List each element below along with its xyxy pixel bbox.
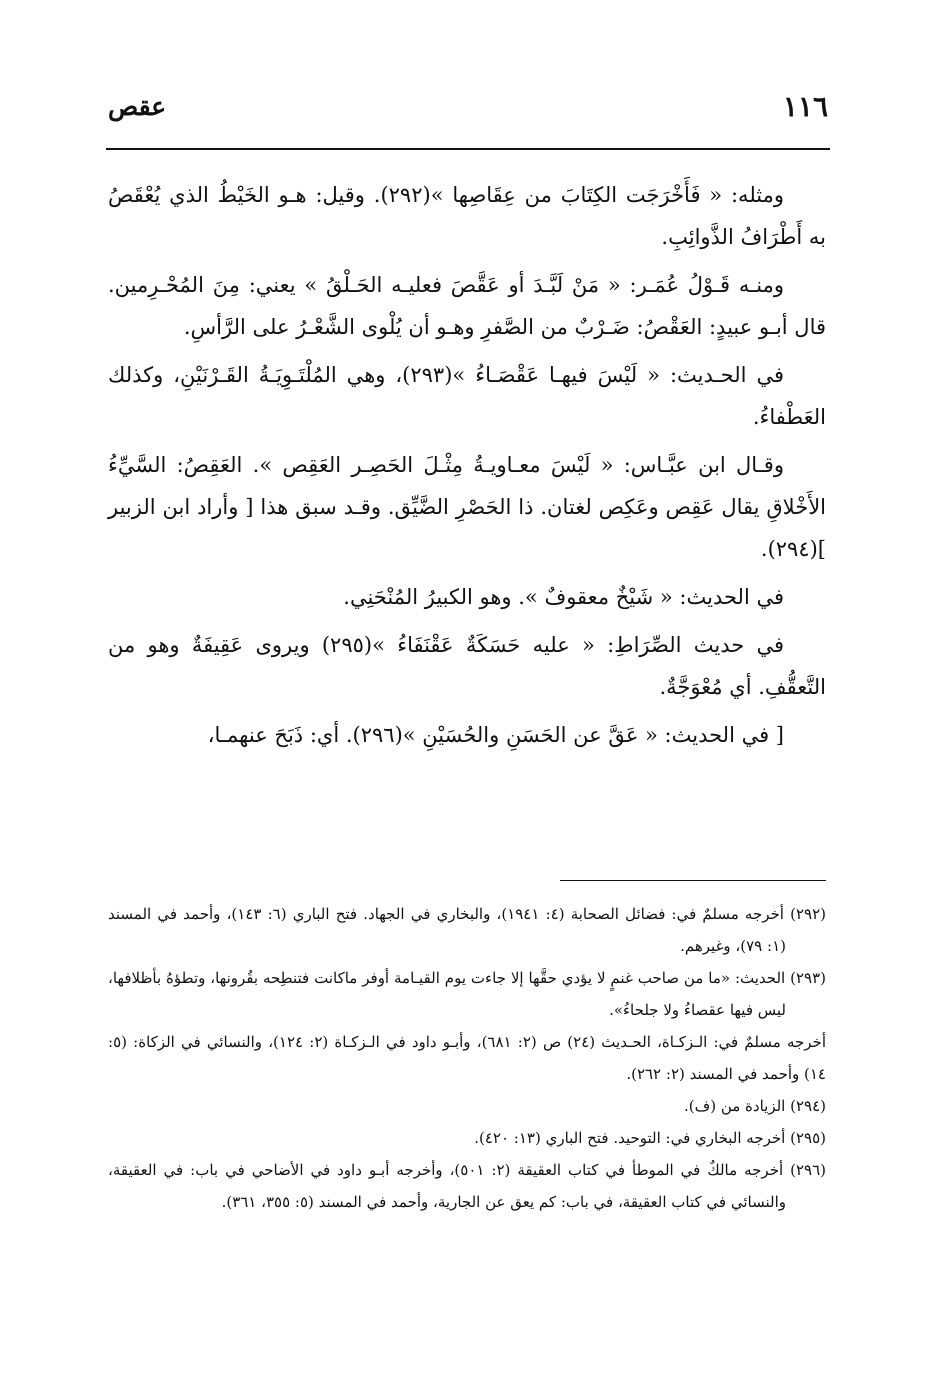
footnotes	[108, 898, 826, 1218]
paragraph: في حديث الصِّرَاطِ: « عليه حَسَكَةٌ عَقْنَفَاءُ »(٢٩٥) ويروى عَقِيفَةٌ وهو من التَّعقُّفِ. أي مُعْوَجَّةٌ.	[108, 633, 826, 699]
footnote: (٢٩٢) أخرجه مسلمٌ في: فضائل الصحابة (٤: ١٩٤١)، والبخاري في الجهاد. فتح الباري (٦: ١٤٣)، وأحمد في المسند (١: ٧٩)، وغيرهم.	[108, 905, 827, 955]
footnote: أخرجه مسلمٌ في: الـزكـاة، الحـديث (٢٤) ص (٢: ٦٨١)، وأبـو داود في الـزكـاة (٢: ١٢٤)، والنسائي في الزكاة: (٥: ١٤) وأحمد في المسند (٢: ٢٦٢).	[108, 1033, 827, 1083]
footnote: (٢٩٤) الزيادة من (ف).	[684, 1097, 826, 1115]
footnote: (٢٩٥) أخرجه البخاري في: التوحيد. فتح الباري (١٣: ٤٢٠).	[474, 1129, 826, 1147]
footnote: (٢٩٣) الحديث: «ما من صاحب غنمٍ لا يؤدي حقَّها إلا جاءت يوم القيـامة أوفر ماكانت فتنطِحه بقُرونها، وتطؤهُ بأظلافها، ليس فيها عقصاءُ ولا جلحاءُ».	[108, 969, 826, 1019]
paragraph: في الحديث: « شَيْخٌ معقوفٌ ». وهو الكبيرُ المُنْحَنِي.	[343, 585, 784, 609]
paragraph: وقـال ابن عبَّـاس: « لَيْسَ معـاويـةُ مِثْـلَ الحَصِـر العَقِص ». العَقِصُ: السَّيِّءُ الأَخْلاقِ يقال عَقِص وعَكِص لغتان. ذا الحَصْرِ الضَّيِّق. وقـد سبق هذا [ وأراد ابن الزبير ](٢٩٤).	[108, 453, 826, 561]
page-number: ١١٦	[782, 90, 828, 123]
page-header	[108, 90, 828, 140]
main-text	[108, 174, 826, 762]
paragraph: ومنـه قَـوْلُ عُمَـر: « مَنْ لَبَّـدَ أو عَقَّصَ فعليـه الحَـلْقُ » يعني: مِنَ المُحْـرِمين. قال أبـو عبيدٍ: العَقْصُ: ضَـرْبٌ من الصَّفرِ وهـو أن يُلْوى الشَّعْـرُ على الرَّأسِ.	[108, 273, 826, 339]
footnote: (٢٩٦) أخرجه مالكٌ في الموطأ في كتاب العقيقة (٢: ٥٠١)، وأخرجه أبـو داود في الأضاحي في باب: في العقيقة، والنسائي في كتاب العقيقة، في باب: كم يعق عن الجارية، وأحمد في المسند (٥: ٣٥٥، ٣٦١).	[108, 1161, 826, 1211]
paragraph: ومثله: « فَأَخْرَجَت الكِتَابَ من عِقَاصِها »(٢٩٢). وقيل: هـو الخَيْطُ الذي يُعْقَصُ به أَطْرَافُ الذَّوائِبِ.	[108, 183, 826, 249]
header-rule	[106, 148, 830, 150]
running-head: عقص	[108, 92, 167, 121]
paragraph: في الحـديث: « لَيْسَ فيهـا عَقْصَـاءُ »(٢٩٣)، وهي المُلْتَـوِيَـةُ القَـرْنَيْنِ، وكذلك العَطْفاءُ.	[108, 363, 826, 429]
paragraph: [ في الحديث: « عَقَّ عن الحَسَنِ والحُسَيْنِ »(٢٩٦). أي: ذَبَحَ عنهمـا،	[207, 723, 784, 747]
footnote-rule	[560, 880, 826, 881]
